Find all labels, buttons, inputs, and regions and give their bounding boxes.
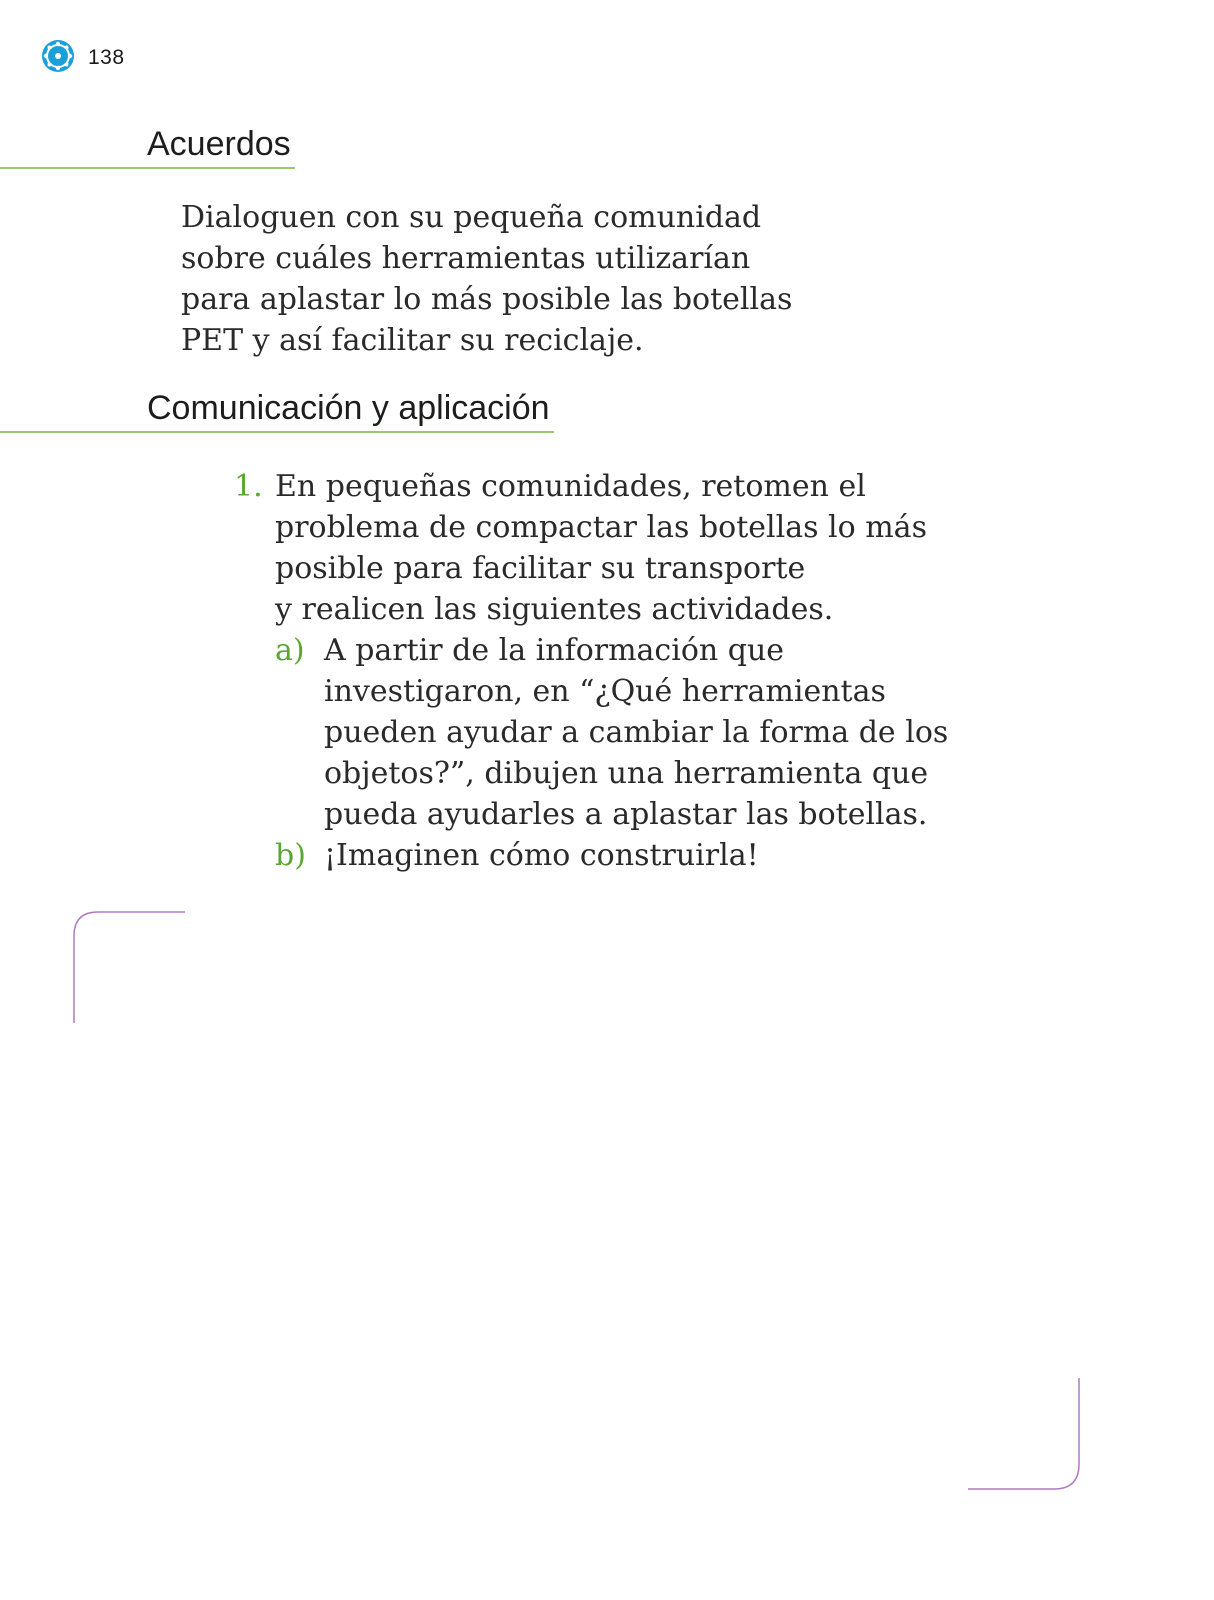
paragraph-line: PET y así facilitar su reciclaje. (181, 323, 644, 358)
page-header (40, 38, 125, 78)
acuerdos-paragraph (181, 197, 801, 361)
section-heading-acuerdos: Acuerdos (0, 124, 295, 169)
sub-item-b (275, 835, 954, 876)
sub-item-line: pueden ayudar a cambiar la forma de los (324, 715, 949, 750)
list-line: posible para facilitar su transporte (275, 551, 806, 586)
list-line: y realicen las siguientes actividades. (275, 592, 834, 627)
list-line: problema de compactar las botellas lo más (275, 510, 927, 545)
flower-emblem-icon (40, 38, 76, 78)
paragraph-line: Dialoguen con su pequeña comunidad (181, 200, 762, 235)
sub-item-text (324, 835, 954, 876)
sub-item-a (275, 630, 954, 835)
drawing-frame-bottom-right-corner (964, 1374, 1084, 1494)
list-number: 1. (234, 469, 263, 504)
sub-item-text (324, 630, 954, 835)
sub-item-line: A partir de la información que (324, 633, 785, 668)
drawing-frame-top-left-corner (70, 908, 190, 1028)
list-item (234, 466, 954, 876)
paragraph-line: sobre cuáles herramientas utilizarían (181, 241, 751, 276)
activity-list (234, 466, 954, 876)
section-heading-comunicacion: Comunicación y aplicación (0, 388, 554, 433)
sub-item-line: pueda ayudarles a aplastar las botellas. (324, 797, 928, 832)
sub-item-line: investigaron, en “¿Qué herramientas (324, 674, 886, 709)
page-number: 138 (88, 46, 125, 69)
paragraph-line: para aplastar lo más posible las botellas (181, 282, 793, 317)
sub-item-letter: b) (275, 838, 306, 873)
list-item-body (275, 466, 954, 876)
list-line: En pequeñas comunidades, retomen el (275, 469, 866, 504)
sub-item-line: ¡Imaginen cómo construirla! (324, 838, 759, 873)
sub-item-line: objetos?”, dibujen una herramienta que (324, 756, 929, 791)
sub-item-letter: a) (275, 633, 305, 668)
